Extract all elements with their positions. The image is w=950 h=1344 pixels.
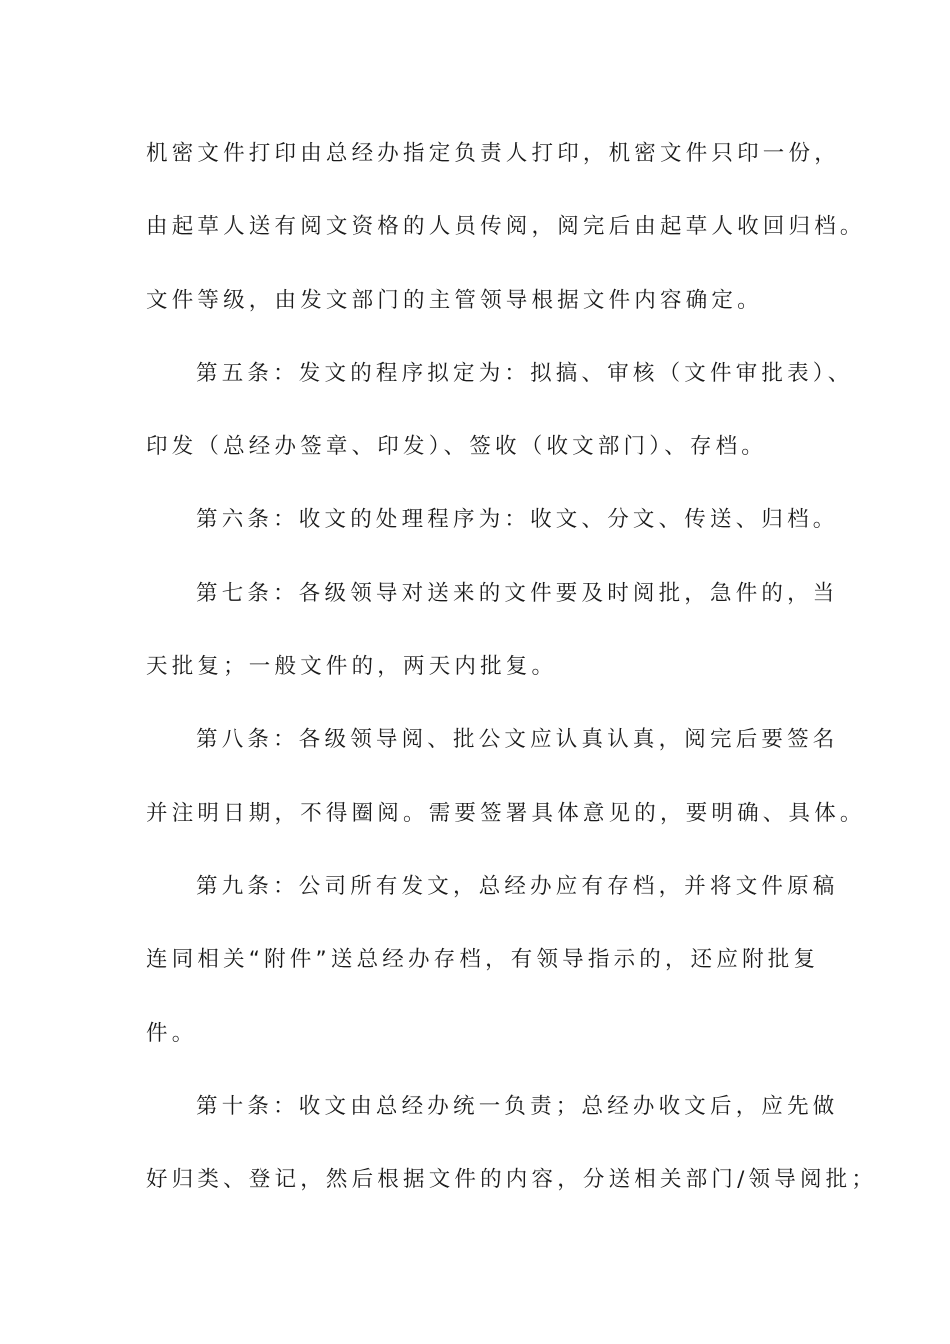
article-8-line-2: 并注明日期，不得圈阅。需要签署具体意见的，要明确、具体。: [146, 800, 866, 826]
article-10-line-1: 第十条：收文由总经办统一负责；总经办收文后，应先做: [196, 1093, 839, 1119]
article-9-line-3: 件。: [146, 1020, 198, 1046]
article-5-line-2: 印发（总经办签章、印发）、签收（收文部门）、存档。: [146, 434, 768, 460]
article-6-line-1: 第六条：收文的处理程序为：收文、分文、传送、归档。: [196, 507, 839, 533]
article-9-line-2: 连同相关“附件”送总经办存档，有领导指示的，还应附批复: [146, 947, 820, 973]
article-7-line-2: 天批复；一般文件的，两天内批复。: [146, 654, 558, 680]
document-body: [146, 132, 878, 1231]
article-7-line-1: 第七条：各级领导对送来的文件要及时阅批，急件的，当: [196, 580, 839, 606]
article-5-line-1: 第五条：发文的程序拟定为：拟搞、审核（文件审批表）、: [196, 360, 854, 386]
paragraph-line-1: 机密文件打印由总经办指定负责人打印，机密文件只印一份，: [146, 141, 840, 166]
article-10-line-2: 好归类、登记，然后根据文件的内容，分送相关部门/领导阅批；: [146, 1167, 878, 1193]
article-8-line-1: 第八条：各级领导阅、批公文应认真认真，阅完后要签名: [196, 727, 839, 753]
paragraph-line-3: 文件等级，由发文部门的主管领导根据文件内容确定。: [146, 287, 763, 313]
article-9-line-1: 第九条：公司所有发文，总经办应有存档，并将文件原稿: [196, 873, 839, 899]
paragraph-line-2: 由起草人送有阅文资格的人员传阅，阅完后由起草人收回归档。: [146, 214, 866, 240]
